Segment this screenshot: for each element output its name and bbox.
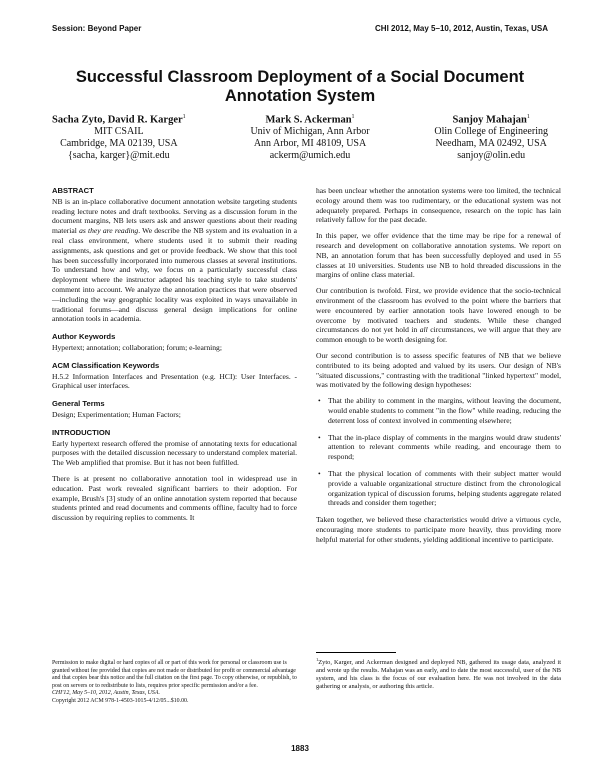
body-paragraph-3: Our contribution is twofold. First, we provide evidence that the socio-technical environment of the classroom has evolved to the point where the barriers that were encountered by earlier annotation tools have lowered enough to be overcome by motivated teachers and students. While these changed circumstances do not yet hold in all circumstances, we will argue that they are common enough to be worth designing for. [316, 286, 561, 345]
author-keywords-heading: Author Keywords [52, 332, 116, 342]
paper-title: Successful Classroom Deployment of a Social Document Annotation System [75, 68, 525, 105]
conference-citation: CHI'12, May 5–10, 2012, Austin, Texas, USA. [52, 690, 160, 697]
list-item: • That the physical location of comments with their subject matter would provide a valuable organizational structure distinct from the chronological organization typical of discussion forums, helping students aggregate related threads and consider them together; [318, 468, 561, 508]
introduction-heading: INTRODUCTION [52, 427, 111, 437]
conference-header: CHI 2012, May 5–10, 2012, Austin, Texas, USA [375, 24, 548, 33]
author-block [52, 112, 548, 162]
left-column [52, 186, 297, 529]
list-item: • That the in-place display of comments in the margins would draw students' attention to relevant comments while reading, and encourage them to respond; [318, 432, 561, 462]
author-mahajan [434, 112, 548, 162]
bullet-icon: • [318, 468, 321, 478]
body-paragraph-1: has been unclear whether the annotation systems were too limited, the technical ecology around them was too rudimentary, or the educational system was not adequately prepared. Perhaps in consequence, research on the topic has lain relatively fallow for the past decade. [316, 186, 561, 225]
hypotheses-list [316, 396, 561, 508]
copyright-notice [52, 660, 297, 706]
author-keywords-text: Hypertext; annotation; collaboration; forum; e-learning; [52, 342, 222, 352]
acm-classification-text: H.5.2 Information Interfaces and Presentation (e.g. HCI): User Interfaces. - Graphical user interfaces. [52, 371, 297, 391]
author-ackerman [250, 112, 369, 162]
session-header: Session: Beyond Paper [52, 24, 142, 33]
footnote: $^1$Zyto, Karger, and Ackerman designed and deployed NB, gathered its usage data, analyzed it and wrote up the results. Mahajan was an early, and to date the most successful, user of the NB system, and his class is the focus of our evaluation here. He was not involved in the data gathering or analysis, or authoring this article. [316, 657, 561, 691]
author-email: {sacha, karger}@mit.edu [68, 149, 170, 161]
copyright-line: Copyright 2012 ACM 978-1-4503-1015-4/12/05...$10.00. [52, 697, 189, 704]
author-affiliation: MIT CSAIL [94, 126, 144, 138]
author-name: Sacha Zyto, David R. Karger$^1$ [52, 114, 186, 126]
author-name: Mark S. Ackerman$^1$ [265, 114, 355, 126]
author-name: Sanjoy Mahajan$^1$ [452, 114, 530, 126]
abstract-heading: ABSTRACT [52, 186, 94, 195]
general-terms-heading: General Terms [52, 399, 105, 409]
author-address: Ann Arbor, MI 48109, USA [253, 138, 367, 150]
abstract-text: NB is an in-place collaborative document annotation website targeting students reading lecture notes and draft textbooks. Serving as a discussion forum in the document margins, NB lets users ask and answer questions about their reading material as they are reading. We describe the NB system and its evaluation in a real class environment, where students used it to submit their reading assignments, ask questions and get or provide feedback. We show that this tool has been successfully incorporated into numerous classes at several institutions. To understand how and why, we focus on a particularly successful class deployment where the instructor adapted his teaching style to take students' comment into account. We analyze the annotation practices that were observed—including the way geographic locality was exploited in ways unavailable in traditional forums—and discuss general design implications for online annotation tools in academia. [52, 196, 297, 324]
body-paragraph-5: Taken together, we believed these characteristics would drive a virtuous cycle, encouraging more students to participate more heavily, thus providing more helpful material for other students, yielding additional incentive to participate. [316, 515, 561, 544]
author-affiliation: Olin College of Engineering [434, 126, 548, 138]
acm-classification-heading: ACM Classification Keywords [52, 360, 160, 370]
bullet-icon: • [318, 432, 321, 442]
permission-text: Permission to make digital or hard copies of all or part of this work for personal or classroom use is granted without fee provided that copies are not made or distributed for profit or commercial advantage and that copies bear this notice and the full citation on the first page. To copy otherwise, or republish, to post on servers or to redistribute to lists, requires prior specific permission and/or a fee. [52, 660, 297, 689]
author-address: Needham, MA 02492, USA [435, 138, 547, 150]
author-email: ackerm@umich.edu [269, 149, 351, 161]
body-paragraph-4: Our second contribution is to assess specific features of NB that we believe contributed to its being adopted and valued by its users. Our design of NB's "situated discussions," contrasting with the traditional "linked hypertext" model, was motivated by the following design hypotheses: [316, 350, 561, 390]
general-terms-text: Design; Experimentation; Human Factors; [52, 409, 181, 419]
introduction-paragraph-2: There is at present no collaborative annotation tool in widespread use in education. Past work revealed significant barriers to their adoption. For example, Brush's [3] study of an online annotation system reported that because students printed and read documents and comments offline, faculty had to force discussion by requiring replies to comments. It [52, 473, 297, 523]
author-address: Cambridge, MA 02139, USA [60, 138, 178, 150]
footnote-divider [316, 652, 396, 653]
introduction-paragraph-1: Early hypertext research offered the promise of annotating texts for educational purposes with the detailed discussion necessary to understand complex material. The Web amplified that promise. But it has not been fulfilled. [52, 438, 297, 468]
body-paragraph-2: In this paper, we offer evidence that the time may be ripe for a renewal of research and development on collaborative annotation systems. We report on NB, an annotation forum that has been successfully deployed and used in 55 classes at 10 universities. Students use NB to hold threaded discussions in the margins of online class material. [316, 231, 561, 280]
author-zyto-karger [52, 112, 186, 162]
page-number: 1883 [291, 744, 309, 753]
right-column [316, 186, 561, 551]
bullet-icon: • [318, 396, 321, 406]
author-email: sanjoy@olin.edu [457, 149, 526, 161]
list-item: • That the ability to comment in the margins, without leaving the document, would enable students to comment "in the flow" while reading, reducing the deterrent loss of context involved in commenting elsewhere; [318, 396, 561, 425]
author-affiliation: Univ of Michigan, Ann Arbor [250, 126, 370, 138]
